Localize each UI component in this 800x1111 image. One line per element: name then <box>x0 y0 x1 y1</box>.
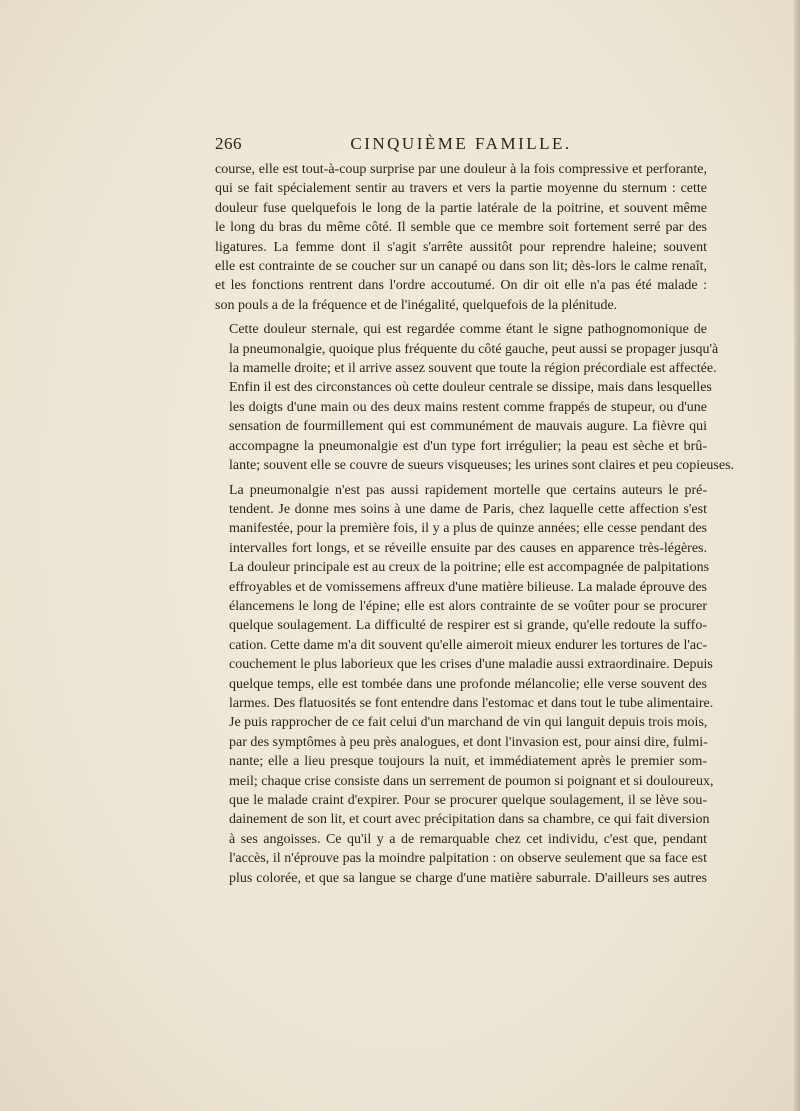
text-line: tendent. Je donne mes soins à une dame de Paris, chez laquelle cette affection s'est <box>229 501 707 517</box>
text-line: l'accès, il n'éprouve pas la moindre palpitation : on observe seulement que sa face est <box>229 851 707 867</box>
page-edge <box>794 0 800 1111</box>
text-line: dainement de son lit, et court avec précipitation dans sa chambre, ce qui fait diversion <box>229 812 710 828</box>
text-line: elle est contrainte de se coucher sur un canapé ou dans son lit; dès-lors le calme renaît, <box>215 259 707 275</box>
text-line: que le malade craint d'expirer. Pour se procurer quelque soulagement, il se lève sou- <box>229 793 707 808</box>
running-title: CINQUIÈME FAMILLE. <box>350 134 572 153</box>
text-line: course, elle est tout-à-coup surprise par une douleur à la fois compressive et perforante, <box>215 162 707 177</box>
paragraph-1 <box>215 160 707 315</box>
text-line: La douleur principale est au creux de la poitrine; elle est accompagnée de palpitations <box>229 560 710 576</box>
text-line: couchement le plus laborieux que les crises d'une maladie aussi extraordinaire. Depuis <box>229 657 713 673</box>
text-line: intervalles fort longs, et se réveille ensuite par des causes en apparence très-légères. <box>229 540 707 556</box>
text-line: larmes. Des flatuosités se font entendre dans l'estomac et dans tout le tube alimentaire. <box>229 695 714 711</box>
text-line: Enfin il est des circonstances où cette douleur centrale se dissipe, mais dans lesquelles <box>229 380 712 396</box>
text-line: cation. Cette dame m'a dit souvent qu'elle aimeroit mieux endurer les tortures de l'ac- <box>229 637 707 653</box>
text-line: quelque temps, elle est tombée dans une profonde mélancolie; elle verse souvent des <box>229 676 707 692</box>
text-line: effroyables et de vomissemens affreux d'une matière bilieuse. La malade éprouve des <box>229 579 707 595</box>
paragraph-2 <box>215 320 735 475</box>
text-line: par des symptômes à peu près analogues, et dont l'invasion est, pour ainsi dire, fulmi- <box>229 734 708 750</box>
text-line: qui se fait spécialement sentir au travers et vers la partie moyenne du sternum : cette <box>215 181 707 197</box>
text-line: le long du bras du même côté. Il semble que ce membre soit fortement serré par des <box>215 220 707 236</box>
text-line: quelque soulagement. La difficulté de respirer est si grande, qu'elle redoute la suffo- <box>229 618 707 634</box>
text-line: lante; souvent elle se couvre de sueurs visqueuses; les urines sont claires et peu copieuses. <box>229 458 735 474</box>
page-header <box>215 134 707 156</box>
paragraph-3 <box>215 481 714 889</box>
text-line: élancemens le long de l'épine; elle est alors contrainte de se voûter pour se procurer <box>229 598 707 614</box>
text-line: la mamelle droite; et il arrive assez souvent que toute la région précordiale est affectée. <box>229 361 717 377</box>
text-line: ligatures. La femme dont il s'agit s'arrête aussitôt pour reprendre haleine; souvent <box>215 239 707 255</box>
text-line: manifestée, pour la première fois, il y a plus de quinze années; elle cesse pendant des <box>229 521 707 537</box>
text-line: sensation de fourmillement qui est communément de mauvais augure. La fièvre qui <box>229 419 707 435</box>
text-line: la pneumonalgie, quoique plus fréquente du côté gauche, peut aussi se propager jusqu'à <box>229 341 719 357</box>
text-line: accompagne la pneumonalgie est d'un type fort irrégulier; la peau est sèche et brû- <box>229 438 707 454</box>
text-line: à ses angoisses. Ce qu'il y a de remarquable chez cet individu, c'est que, pendant <box>229 831 707 847</box>
text-line: La pneumonalgie n'est pas aussi rapidement mortelle que certains auteurs le pré- <box>229 482 707 498</box>
text-line: nante; elle a lieu presque toujours la nuit, et immédiatement après le premier som- <box>229 754 707 770</box>
text-line: et les fonctions rentrent dans l'ordre accoutumé. On dir oit elle n'a pas été malade : <box>215 278 707 294</box>
text-line: plus colorée, et que sa langue se charge d'une matière saburrale. D'ailleurs ses autres <box>229 870 707 886</box>
text-line: douleur fuse quelquefois le long de la partie latérale de la poitrine, et souvent même <box>215 200 707 216</box>
text-line: Je puis rapprocher de ce fait celui d'un marchand de vin qui languit depuis trois mois, <box>229 715 708 731</box>
text-line: meil; chaque crise consiste dans un serrement de poumon si poignant et si douloureux, <box>229 773 714 789</box>
text-line: son pouls a de la fréquence et de l'inégalité, quelquefois de la plénitude. <box>215 297 618 313</box>
text-line: Cette douleur sternale, qui est regardée comme étant le signe pathognomonique de <box>229 322 707 338</box>
page-number: 266 <box>215 134 242 153</box>
text-line: les doigts d'une main ou des deux mains restent comme frappés de stupeur, ou d'une <box>229 399 707 415</box>
body-text <box>215 160 735 893</box>
